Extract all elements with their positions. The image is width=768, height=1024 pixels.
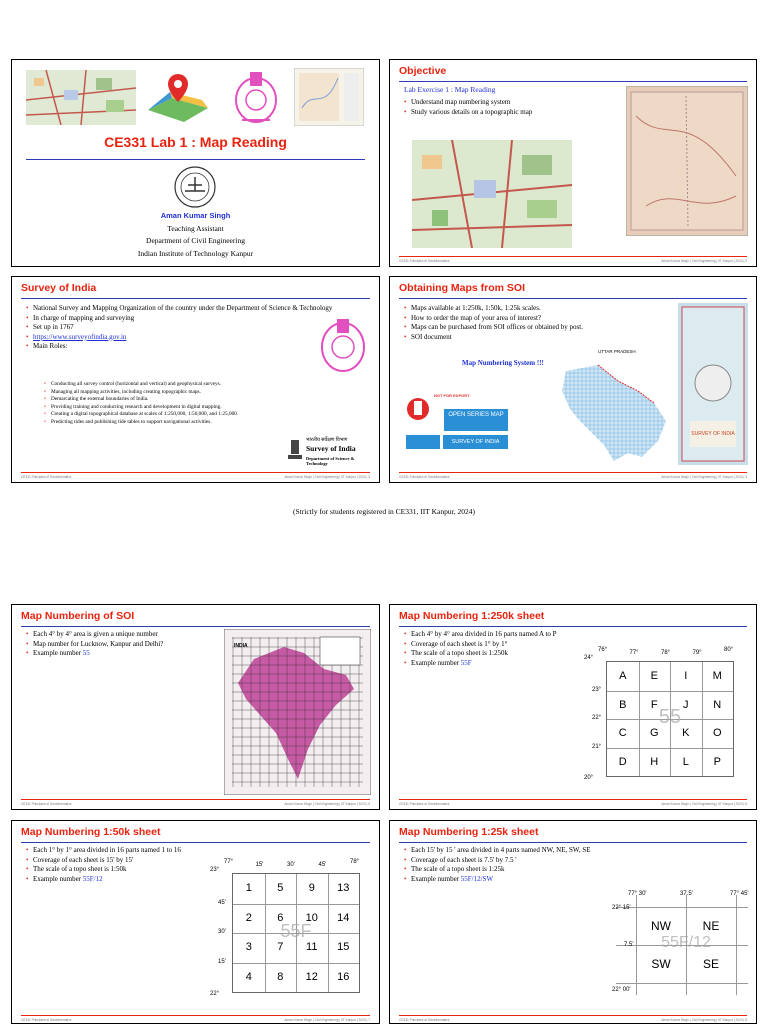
- list-item: • Each 4° by 4° area divided in 16 parts named A to P: [404, 630, 744, 640]
- heading-underline: [399, 298, 747, 299]
- longitude-label: 79°: [692, 650, 702, 656]
- list-item: • Each 1° by 1° area divided in 16 parts named 1 to 16: [26, 846, 366, 856]
- latitude-label: 23°: [210, 867, 220, 873]
- presenter-role: Teaching Assistant: [167, 224, 224, 233]
- latitude-label: 7.5': [624, 942, 634, 948]
- grid-cell: C: [618, 727, 627, 739]
- uttar-pradesh-grid-map: [558, 361, 676, 467]
- slide-heading: Map Numbering 1:50k sheet: [21, 826, 161, 838]
- grid-cell: SW: [651, 957, 671, 971]
- soi-seal-icon: [288, 439, 302, 461]
- slide-heading: Survey of India: [21, 282, 97, 294]
- soi-banner: SURVEY OF INDIA: [406, 435, 508, 449]
- slide-heading: Objective: [399, 65, 447, 77]
- slide-obtaining-maps: [389, 276, 757, 483]
- heading-underline: [21, 842, 370, 843]
- latitude-label: 22°: [592, 715, 602, 721]
- list-item: • Conducting all survey control (horizontal and vertical) and geophysical surveys.: [44, 381, 374, 389]
- grid-cell: M: [712, 670, 722, 682]
- slide-footer: CE331 Principles of Geoinformatics Aman Kumar Singh | Civil Engineering | IIT Kanpur | 2024 | 8: [399, 1015, 747, 1022]
- slide-survey-of-india: [11, 276, 380, 483]
- list-item: • Coverage of each sheet is 7.5' by 7.5 ': [404, 856, 744, 866]
- grid-cell: 13: [337, 882, 350, 894]
- latitude-label: 45': [218, 899, 226, 906]
- sheet-grid-25k: [616, 895, 748, 995]
- list-item: • Each 15' by 15 ' area divided in 4 parts named NW, NE, SW, SE: [404, 846, 744, 856]
- slide-title-heading: CE331 Lab 1 : Map Reading: [104, 134, 287, 150]
- grid-cell: G: [649, 727, 659, 739]
- map-pin-image: [142, 70, 214, 125]
- sheet-watermark: 55F: [280, 921, 312, 942]
- slide-heading: Map Numbering 1:250k sheet: [399, 610, 545, 622]
- open-series-cover: NOT FOR EXPORT OPEN SERIES MAP SURVEY OF INDIA: [406, 391, 512, 461]
- slide-map-numbering-soi: [11, 604, 380, 810]
- grid-cell: F: [650, 698, 658, 711]
- soi-seal-icon: [406, 395, 430, 423]
- grid-cell: P: [713, 755, 721, 768]
- slide-50k-sheet: [11, 820, 380, 1024]
- latitude-label: 15': [218, 958, 226, 965]
- list-item: • Coverage of each sheet is 1° by 1°: [404, 640, 744, 650]
- heading-underline: [399, 842, 747, 843]
- list-item: • Example number 55: [26, 649, 226, 659]
- grid-cell: NW: [651, 919, 671, 933]
- grid-cell: 14: [337, 911, 350, 924]
- slide-footer: CE331 Principles of Geoinformatics Aman Kumar Singh | Civil Engineering | IIT Kanpur | 2024 | 6: [399, 799, 747, 806]
- grid-cell: SE: [702, 957, 719, 971]
- soi-emblem-image: [232, 68, 280, 126]
- longitude-label: 78°: [661, 650, 671, 656]
- grid-cell: J: [683, 698, 689, 711]
- svg-text:SURVEY OF INDIA: SURVEY OF INDIA: [691, 431, 735, 437]
- list-item: • Main Roles:: [26, 342, 356, 352]
- list-item: [26, 333, 356, 343]
- main-roles-list: [32, 381, 374, 426]
- distribution-notice: (Strictly for students registered in CE331, IIT Kanpur, 2024): [292, 507, 476, 516]
- obtaining-list: [404, 304, 694, 342]
- map-numbering-highlight: Map Numbering System !!!: [462, 359, 544, 367]
- soi-numbering-list: [26, 630, 226, 659]
- longitude-label: 15': [255, 862, 264, 868]
- india-map-label: INDIA: [234, 643, 248, 649]
- list-item: • Providing training and conducting research and development in digital mapping.: [44, 404, 374, 412]
- list-item: • Understand map numbering system: [404, 98, 624, 108]
- list-item: • Each 4° by 4° area is given a unique number: [26, 630, 226, 640]
- grid-cell: 4: [245, 970, 252, 983]
- list-item: • National Survey and Mapping Organization of the country under the Department of Science & Technology: [26, 304, 356, 314]
- list-item: • Managing all mapping activities, including creating topographic maps.: [44, 389, 374, 397]
- sheet-grid-50k: [232, 873, 360, 993]
- list-item: • Creating a digital topographical database at scales of 1:250,000, 1:50,000, and 1:25,000.: [44, 411, 374, 419]
- latitude-label: 22°: [210, 991, 220, 997]
- grid-cell: 11: [306, 941, 318, 953]
- longitude-label: 77°: [629, 650, 639, 656]
- slide-footer: CE331 Principles of Geoinformatics Aman Kumar Singh | Civil Engineering | IIT Kanpur | 2024 | 2: [399, 256, 747, 263]
- list-item: • Predicting tides and publishing tide tables to support navigational activities.: [44, 419, 374, 427]
- longitude-label: 30': [287, 862, 295, 868]
- list-item: • Demarcating the external boundaries of India.: [44, 396, 374, 404]
- list-item: • The scale of a topo sheet is 1:50k: [26, 865, 366, 875]
- longitude-label: 76°: [598, 647, 608, 653]
- slide-250k-sheet: [389, 604, 757, 810]
- soi-website-link[interactable]: https://www.surveyofindia.gov.in: [33, 332, 127, 341]
- objective-list: [404, 98, 624, 117]
- list-item: • SOI document: [404, 333, 694, 343]
- grid-cell: 2: [245, 911, 252, 924]
- open-series-box: OPEN SERIES MAP: [444, 409, 508, 431]
- slide-heading: Obtaining Maps from SOI: [399, 282, 526, 294]
- list-item: • Set up in 1767: [26, 323, 356, 333]
- slide-footer: CE331 Principles of Geoinformatics Aman Kumar Singh | Civil Engineering | IIT Kanpur | 2024 | 4: [399, 472, 747, 479]
- sheet-grid-250k: [606, 661, 734, 777]
- list-item: • Maps available at 1:250k, 1:50k, 1:25k scales.: [404, 304, 694, 314]
- sheet-watermark: 55: [658, 706, 682, 728]
- grid-cell: O: [712, 727, 722, 739]
- slide-heading: Map Numbering of SOI: [21, 610, 135, 622]
- grid-cell: 12: [305, 970, 318, 983]
- list-item: • The scale of a topo sheet is 1:250k: [404, 649, 744, 659]
- grid-cell: 16: [337, 970, 350, 983]
- 25k-list: [404, 846, 744, 884]
- slide-heading: Map Numbering 1:25k sheet: [399, 826, 539, 838]
- sheet-watermark: 55F/12: [661, 934, 711, 951]
- grid-cell: I: [684, 670, 688, 682]
- soi-emblem-image: [318, 317, 368, 375]
- list-item: • Example number 55F/12: [26, 875, 366, 885]
- latitude-label: 24°: [584, 655, 594, 661]
- lab-exercise-subtitle: Lab Exercise 1 : Map Reading: [404, 85, 496, 94]
- grid-cell: H: [650, 755, 659, 768]
- latitude-label: 22° 15': [612, 905, 631, 911]
- slide-objective: [389, 59, 757, 267]
- latitude-label: 20°: [584, 775, 594, 781]
- longitude-label: 45': [318, 862, 327, 868]
- soi-logo-block: भारतीय सर्वेक्षण विभाग Survey of India Department of Science & Technology: [288, 437, 373, 471]
- latitude-label: 30': [218, 929, 226, 935]
- list-item: • In charge of mapping and surveying: [26, 314, 356, 324]
- slide-title: [11, 59, 380, 267]
- grid-line: [616, 983, 748, 984]
- topo-sheet-image: [294, 68, 364, 126]
- list-item: • Study various details on a topographic map: [404, 108, 624, 118]
- list-item: • Map number for Lucknow, Kanpur and Delhi?: [26, 640, 226, 650]
- grid-cell: K: [682, 727, 690, 739]
- slide-25k-sheet: [389, 820, 757, 1024]
- soi-map-cover-image: [678, 303, 748, 465]
- longitude-label: 77° 45': [730, 891, 749, 897]
- latitude-label: 22° 00': [612, 987, 631, 993]
- heading-underline: [399, 626, 747, 627]
- presenter-name: Aman Kumar Singh: [160, 211, 231, 220]
- slide-footer: CE331 Principles of Geoinformatics Aman Kumar Singh | Civil Engineering | IIT Kanpur | 2024 | 3: [21, 472, 370, 479]
- grid-cell: 15: [337, 941, 350, 953]
- longitude-label: 77° 30': [628, 891, 647, 897]
- campus-map-image: [26, 70, 136, 125]
- longitude-label: 80°: [724, 647, 734, 653]
- list-item: • Example number 55F/12/SW: [404, 875, 744, 885]
- grid-cell: 7: [277, 941, 284, 953]
- grid-cell: D: [618, 755, 627, 768]
- soi-info-list: [26, 304, 356, 352]
- heading-underline: [399, 81, 747, 82]
- presenter-dept: Department of Civil Engineering: [146, 236, 245, 245]
- longitude-label: 77°: [224, 859, 234, 865]
- up-map-label: UTTAR PRADESH: [598, 349, 636, 354]
- heading-underline: [21, 298, 370, 299]
- grid-cell: 5: [277, 882, 284, 894]
- grid-cell: 8: [277, 970, 284, 983]
- latitude-label: 21°: [592, 743, 602, 750]
- longitude-label: 78°: [350, 859, 360, 865]
- grid-cell: B: [619, 698, 627, 711]
- grid-cell: 3: [245, 941, 252, 953]
- grid-cell: 10: [305, 911, 318, 924]
- iitk-logo-icon: [170, 165, 220, 209]
- campus-map-image: [412, 140, 572, 248]
- grid-cell: E: [650, 670, 658, 682]
- grid-cell: NE: [702, 919, 720, 933]
- list-item: • How to order the map of your area of interest?: [404, 314, 694, 324]
- grid-cell: L: [682, 755, 689, 768]
- grid-cell: 6: [277, 911, 284, 924]
- grid-cell: 1: [245, 882, 252, 894]
- slide-footer: CE331 Principles of Geoinformatics Aman Kumar Singh | Civil Engineering | IIT Kanpur | 2024 | 5: [21, 799, 370, 806]
- old-topo-map-image: [626, 86, 748, 236]
- grid-cell: 9: [308, 882, 315, 894]
- grid-cell: A: [619, 670, 627, 682]
- india-index-map: [224, 629, 371, 795]
- list-item: • The scale of a topo sheet is 1:25k: [404, 865, 744, 875]
- longitude-label: 37.5': [680, 891, 693, 897]
- presenter-inst: Indian Institute of Technology Kanpur: [137, 249, 254, 258]
- grid-cell: N: [713, 698, 722, 711]
- list-item: • Example number 55F: [404, 659, 744, 669]
- latitude-label: 23°: [592, 686, 602, 693]
- title-divider: [26, 159, 365, 160]
- heading-underline: [21, 626, 370, 627]
- list-item: • Coverage of each sheet is 15' by 15': [26, 856, 366, 866]
- list-item: • Maps can be purchased from SOI offices or obtained by post.: [404, 323, 694, 333]
- slide-footer: CE331 Principles of Geoinformatics Aman Kumar Singh | Civil Engineering | IIT Kanpur | 2024 | 7: [21, 1015, 370, 1022]
